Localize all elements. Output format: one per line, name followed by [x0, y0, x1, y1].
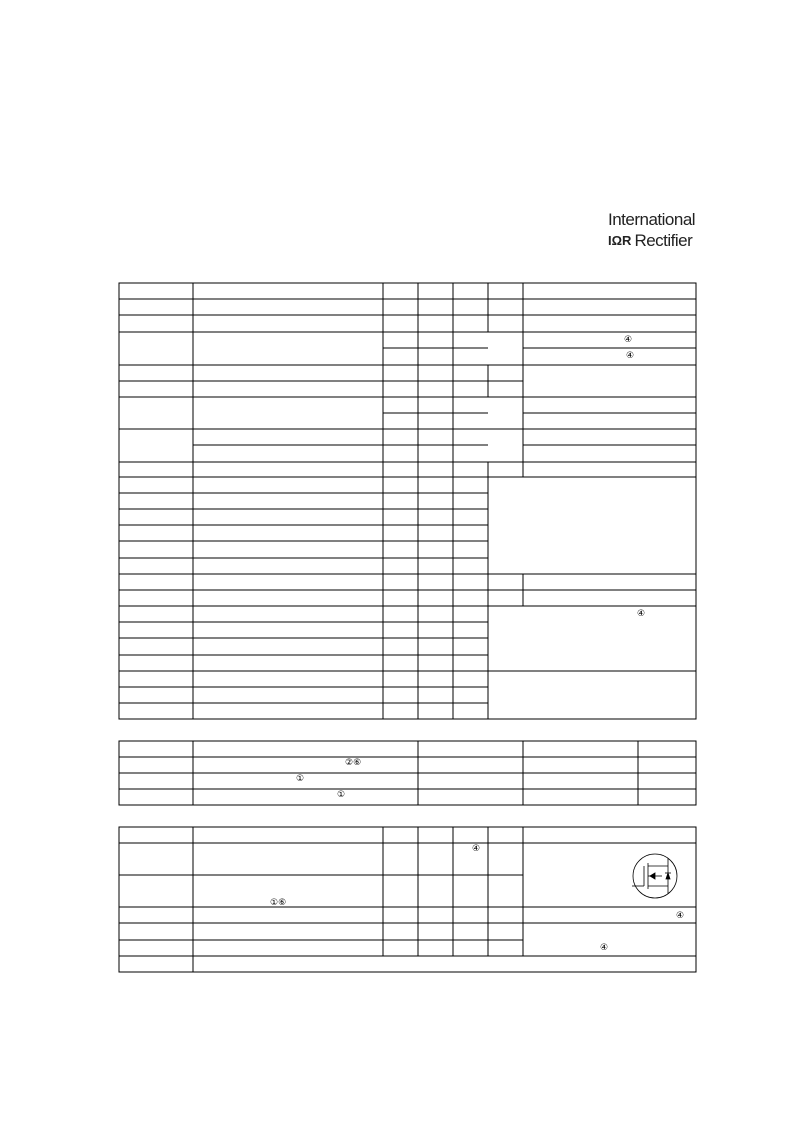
- diode-characteristics-table: [119, 827, 696, 972]
- note-marker-4: ④: [600, 943, 609, 953]
- logo-text-international: International: [608, 210, 696, 229]
- note-marker-1: ①: [296, 774, 305, 784]
- note-marker-4: ④: [626, 351, 635, 361]
- note-markers: [270, 335, 684, 953]
- logo-text-rectifier: Rectifier: [634, 231, 693, 250]
- note-marker-1: ①: [337, 790, 346, 800]
- note-marker-2-6: ②⑥: [345, 758, 362, 768]
- note-marker-4: ④: [637, 609, 646, 619]
- avalanche-characteristics-table: [119, 741, 696, 805]
- note-marker-4: ④: [676, 911, 685, 921]
- note-marker-4: ④: [472, 844, 481, 854]
- logo-ir-mark: IΩR: [608, 233, 632, 248]
- note-marker-4: ④: [624, 335, 633, 345]
- electrical-characteristics-table: [119, 283, 696, 719]
- mosfet-symbol-icon: [632, 854, 677, 898]
- note-marker-1-6: ①⑥: [270, 898, 287, 908]
